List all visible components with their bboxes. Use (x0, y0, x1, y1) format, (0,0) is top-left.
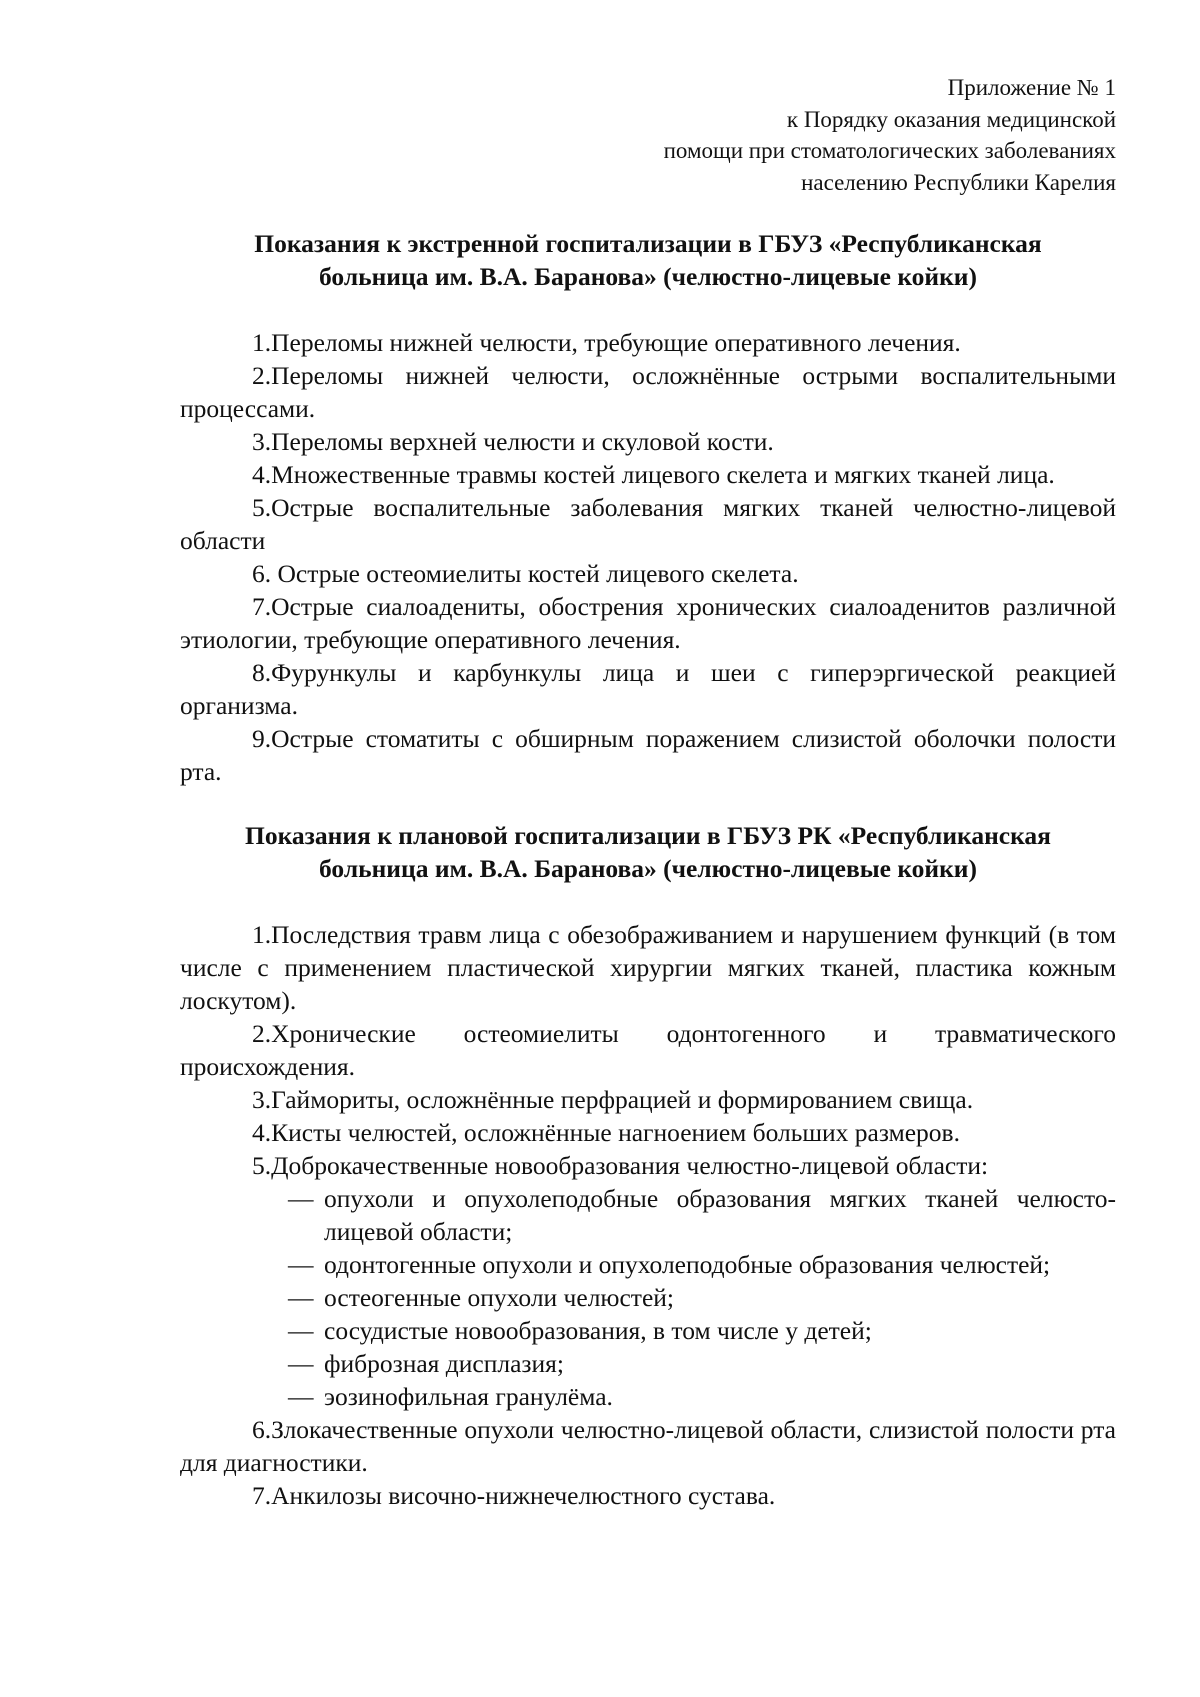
annex-line: к Порядку оказания медицинской (786, 106, 1116, 132)
planned-indications-list (180, 918, 1116, 1512)
list-item: 2.Переломы нижней челюсти, осложнённые острыми воспалительными процессами. (180, 361, 1116, 423)
heading-line: Показания к экстренной госпитализации в ГБУЗ «Республиканская (254, 229, 1042, 258)
list-item: 5.Острые воспалительные заболевания мягких тканей челюстно-лицевой области (180, 493, 1116, 555)
sublist-item (288, 1380, 1116, 1413)
document-page (180, 72, 1116, 1512)
list-item: 4.Множественные травмы костей лицевого скелета и мягких тканей лица. (252, 460, 1055, 489)
list-item: 7.Острые сиалоадениты, обострения хронических сиалоаденитов различной этиологии, требующие оперативного лечения. (180, 592, 1116, 654)
emergency-indications-list (180, 326, 1116, 788)
dash-glyph: — (288, 1184, 314, 1213)
sublist-item (288, 1281, 1116, 1314)
list-item: 4.Кисты челюстей, осложнённые нагноением больших размеров. (252, 1118, 960, 1147)
list-item: 8.Фурункулы и карбункулы лица и шеи с гиперэргической реакцией организма. (180, 658, 1116, 720)
list-item: 3.Гаймориты, осложнённые перфрацией и формированием свища. (252, 1085, 974, 1114)
list-item: 3.Переломы верхней челюсти и скуловой кости. (252, 427, 774, 456)
sublist-item (288, 1347, 1116, 1380)
benign-tumors-sublist-wrapper (180, 1182, 1116, 1413)
benign-tumors-sublist (180, 1182, 1116, 1413)
emergency-heading (180, 227, 1116, 293)
list-item: 1.Последствия травм лица с обезображиванием и нарушением функций (в том числе с применением пластической хирургии мягких тканей, пластика кожным лоскутом). (180, 920, 1116, 1015)
list-item: 6.Злокачественные опухоли челюстно-лицевой области, слизистой полости рта для диагностики. (180, 1415, 1116, 1477)
sublist-item (288, 1314, 1116, 1347)
dash-glyph: — (288, 1382, 314, 1411)
sublist-item (288, 1182, 1116, 1248)
sublist-item (288, 1248, 1116, 1281)
sublist-item-text: эозинофильная гранулёма. (324, 1382, 613, 1411)
heading-line: Показания к плановой госпитализации в ГБУЗ РК «Республиканская (245, 821, 1051, 850)
sublist-item-text: опухоли и опухолеподобные образования мягких тканей челюсто-лицевой области; (324, 1184, 1116, 1246)
list-item: 7.Анкилозы височно-нижнечелюстного сустава. (252, 1481, 776, 1510)
list-item: 2.Хронические остеомиелиты одонтогенного и травматического происхождения. (180, 1019, 1116, 1081)
list-item: 6. Острые остеомиелиты костей лицевого скелета. (252, 559, 799, 588)
sublist-item-text: одонтогенные опухоли и опухолеподобные образования челюстей; (324, 1250, 1051, 1279)
list-item: 1.Переломы нижней челюсти, требующие оперативного лечения. (252, 328, 961, 357)
dash-glyph: — (288, 1283, 314, 1312)
dash-glyph: — (288, 1250, 314, 1279)
heading-line: больница им. В.А. Баранова» (челюстно-лицевые койки) (319, 262, 977, 291)
sublist-item-text: фиброзная дисплазия; (324, 1349, 564, 1378)
list-item: 9.Острые стоматиты с обширным поражением слизистой оболочки полости рта. (180, 724, 1116, 786)
sublist-item-text: сосудистые новообразования, в том числе у детей; (324, 1316, 872, 1345)
annex-number: Приложение № 1 (947, 75, 1116, 100)
list-item: 5.Доброкачественные новообразования челюстно-лицевой области: (252, 1151, 989, 1180)
heading-line: больница им. В.А. Баранова» (челюстно-лицевые койки) (319, 854, 977, 883)
planned-heading (180, 819, 1116, 885)
sublist-item-text: остеогенные опухоли челюстей; (324, 1283, 674, 1312)
annex-line: помощи при стоматологических заболеваниях (663, 138, 1116, 163)
annex-line: населению Республики Карелия (801, 169, 1116, 195)
dash-glyph: — (288, 1349, 314, 1378)
dash-glyph: — (288, 1316, 314, 1345)
annex-header (180, 72, 1116, 198)
